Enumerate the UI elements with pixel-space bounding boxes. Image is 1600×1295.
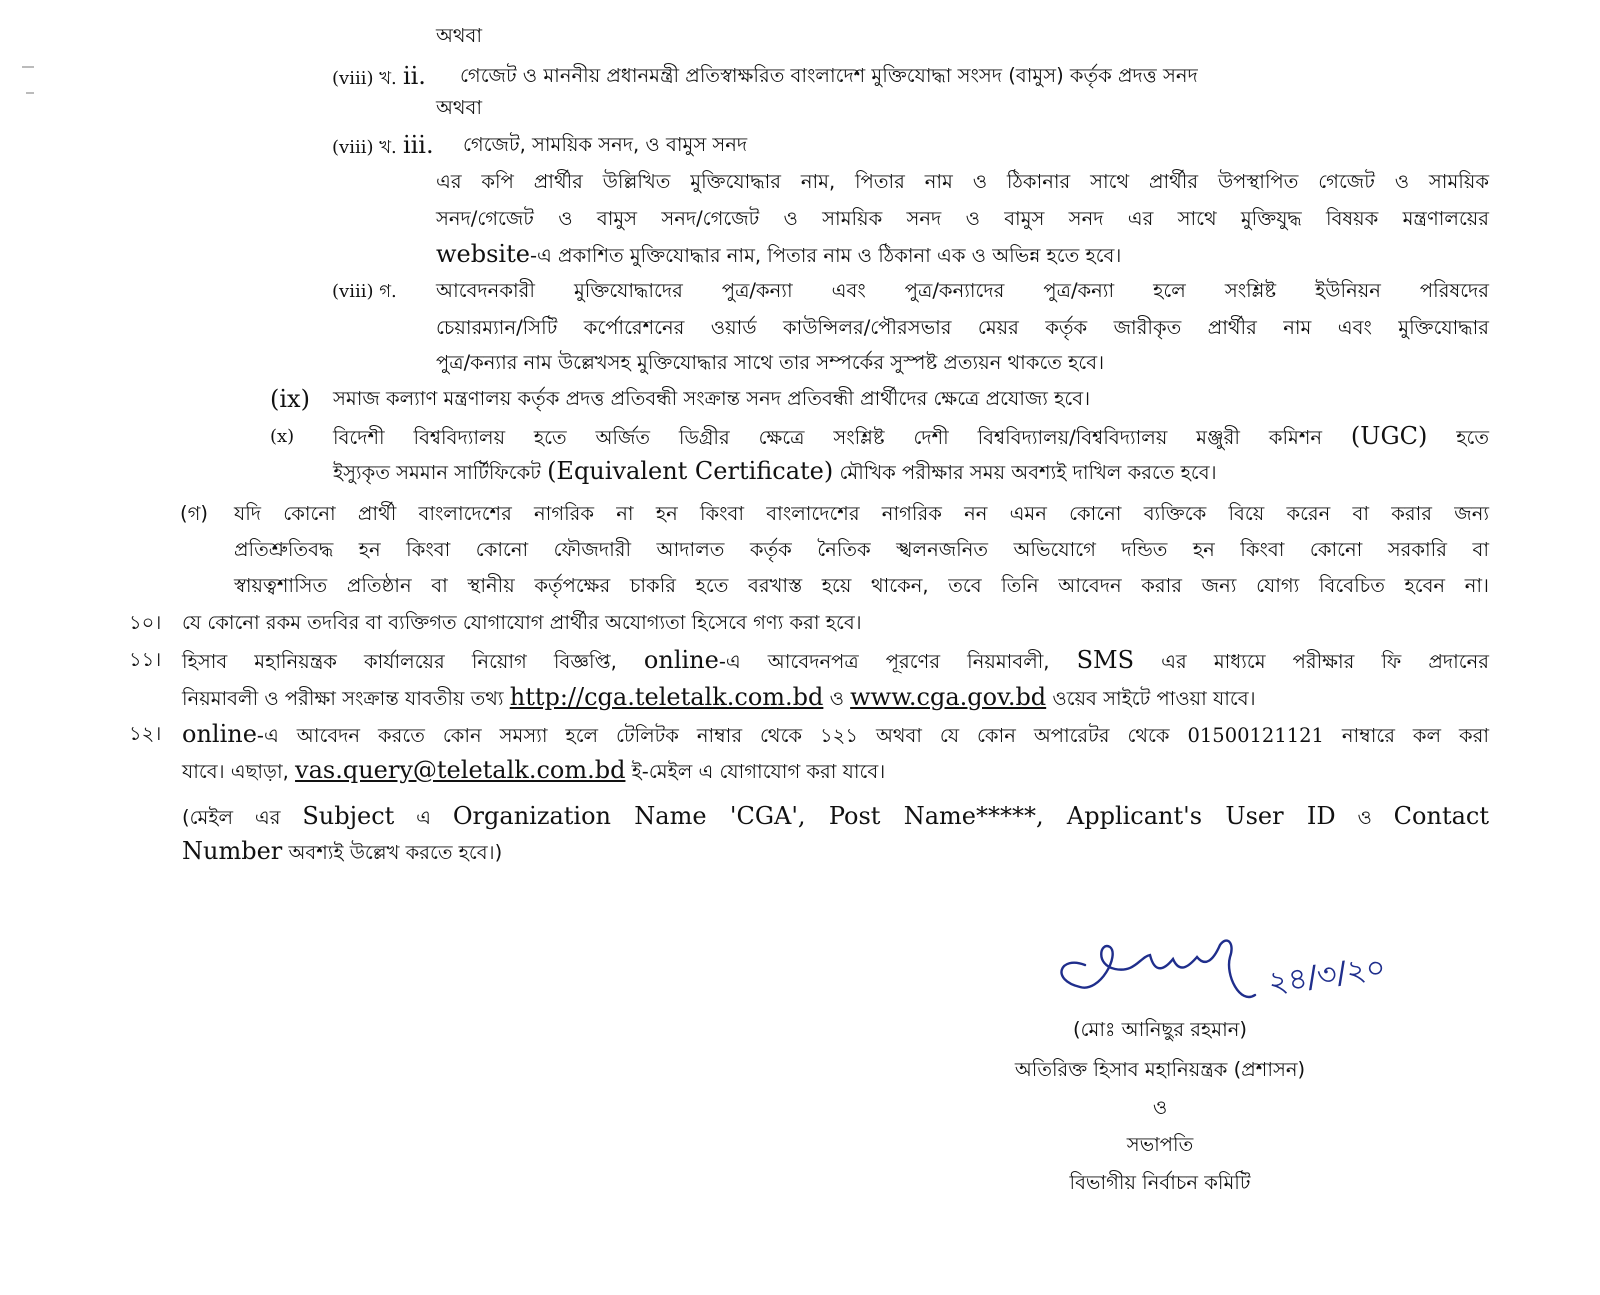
paragraph-line — [333, 453, 1217, 491]
line-or-1 — [436, 18, 482, 54]
cga-teletalk-link[interactable]: http://cga.teletalk.com.bd — [509, 683, 824, 711]
line-text: -এ প্রকাশিত মুক্তিযোদ্ধার নাম, পিতার নাম ও ঠিকানা এক ও অভিন্ন হতে হবে। — [529, 244, 1122, 267]
item-roman: ii. — [402, 62, 426, 90]
item-ix-number — [270, 381, 310, 419]
or-text: অথবা — [436, 24, 483, 47]
clause-ga-number: (গ) — [180, 502, 208, 525]
paragraph-line — [182, 752, 885, 790]
paragraph-line — [436, 236, 1121, 274]
paragraph-line: এর কপি প্রার্থীর উল্লিখিত মুক্তিযোদ্ধার নাম, পিতার নাম ও ঠিকানার সাথে প্রার্থীর উপস্থাপিত গেজেট ও সাময়িক — [436, 170, 1489, 193]
item-number: (x) — [270, 426, 295, 447]
item-viii-kha-ii-number — [332, 58, 426, 97]
paragraph-line: পুত্র/কন্যার নাম উল্লেখসহ মুক্তিযোদ্ধার সাথে তার সম্পর্কের সুস্পষ্ট প্রত্যয়ন থাকতে হবে। — [436, 351, 1105, 374]
line-text: হতে — [1456, 426, 1490, 449]
sms-word: SMS — [1076, 646, 1135, 674]
email-link[interactable]: vas.query@teletalk.com.bd — [295, 756, 626, 784]
online-word: online — [182, 720, 257, 748]
item-viii-kha-ii-text: গেজেট ও মাননীয় প্রধানমন্ত্রী প্রতিস্বাক্ষরিত বাংলাদেশ মুক্তিযোদ্ধা সংসদ (বামুস) কর্তৃক প্রদত্ত সনদ — [460, 64, 1198, 87]
item-viii-ga-number — [332, 273, 397, 310]
paragraph-line: চেয়ারম্যান/সিটি কর্পোরেশনের ওয়ার্ড কাউন্সিলর/পৌরসভার মেয়র কর্তৃক জারীকৃত প্রার্থীর নাম এবং মুক্তিযোদ্ধার — [436, 316, 1489, 339]
item-10-text: যে কোনো রকম তদবির বা ব্যক্তিগত যোগাযোগ প্রার্থীর অযোগ্যতা হিসেবে গণ্য করা হবে। — [182, 611, 862, 634]
line-text: নাম্বারে কল করা — [1341, 724, 1490, 747]
item-12-number: ১২। — [129, 722, 162, 745]
clause-ga-text: যদি কোনো প্রার্থী বাংলাদেশের নাগরিক না হন কিংবা বাংলাদেশের নাগরিক নন এমন কোনো ব্যক্তিকে বিয়ে করেন বা করার জন্য — [234, 502, 1489, 525]
item-viii-kha-iii-number — [332, 127, 434, 166]
item-roman: iii. — [402, 131, 434, 159]
paragraph-line: সনদ/গেজেট ও বামুস সনদ/গেজেট ও সাময়িক সনদ ও বামুস সনদ এর সাথে মুক্তিযুদ্ধ বিষয়ক মন্ত্রণালয়ের — [436, 207, 1489, 230]
item-number: (viii) খ. — [332, 137, 397, 158]
ugc-label: (UGC) — [1350, 422, 1428, 450]
number-word: Number — [182, 837, 283, 865]
paragraph-line: প্রতিশ্রুতিবদ্ধ হন কিংবা কোনো ফৌজদারী আদালত কর্তৃক নৈতিক স্খলনজনিত অভিযোগে দন্ডিত হন কিংবা কোনো সরকারি বা — [234, 538, 1489, 561]
line-or-2 — [436, 90, 482, 126]
website-word: website — [436, 240, 530, 268]
mail-fields: Organization Name 'CGA', Post Name*****, Applicant's User ID — [452, 802, 1336, 830]
line-text: ও — [1357, 806, 1372, 829]
line-text: ইস্যুকৃত সমমান সার্টিফিকেট — [333, 461, 541, 484]
item-12-text — [182, 716, 1489, 754]
line-text: নিয়মাবলী ও পরীক্ষা সংক্রান্ত যাবতীয় তথ্য — [182, 687, 504, 710]
equivalent-certificate-label: (Equivalent Certificate) — [547, 457, 834, 485]
signature-date: ২৪/৩/২০ — [1266, 949, 1388, 1001]
cga-gov-link[interactable]: www.cga.gov.bd — [850, 683, 1047, 711]
line-text: যাবে। এছাড়া, — [182, 760, 289, 783]
line-text: -এ আবেদন করতে কোন সমস্যা হলে টেলিটক নাম্বার থেকে ১২১ অথবা যে কোন অপারেটর থেকে — [256, 724, 1170, 747]
online-word: online — [643, 646, 719, 674]
subject-word: Subject — [302, 802, 395, 830]
line-text: -এ আবেদনপত্র পূরণের নিয়মাবলী, — [718, 650, 1050, 673]
signatory-title: অতিরিক্ত হিসাব মহানিয়ন্ত্রক (প্রশাসন) — [1014, 1058, 1306, 1081]
scan-mark — [26, 92, 34, 94]
line-text: (মেইল এর — [182, 806, 281, 829]
mail-note — [182, 833, 502, 871]
line-text: অবশ্যই উল্লেখ করতে হবে।) — [288, 841, 503, 864]
signatory-name: (মোঃ আনিছুর রহমান) — [1072, 1018, 1247, 1041]
or-text: অথবা — [436, 96, 483, 119]
line-text: মৌখিক পরীক্ষার সময় অবশ্যই দাখিল করতে হবে। — [839, 461, 1217, 484]
contact-word: Contact — [1393, 802, 1489, 830]
item-number: (viii) খ. — [332, 68, 397, 89]
mail-note — [182, 798, 1489, 836]
item-x-number — [270, 418, 294, 455]
line-text: এর মাধ্যমে পরীক্ষার ফি প্রদানের — [1161, 650, 1490, 673]
phone-number: 01500121121 — [1187, 724, 1324, 747]
line-text: ওয়েব সাইটে পাওয়া যাবে। — [1052, 687, 1256, 710]
item-number: (viii) গ. — [332, 281, 397, 302]
item-viii-ga-text: আবেদনকারী মুক্তিযোদ্ধাদের পুত্র/কন্যা এবং পুত্র/কন্যাদের পুত্র/কন্যা হলে সংশ্লিষ্ট ইউনিয়ন পরিষদের — [436, 279, 1489, 302]
item-11-number: ১১। — [129, 648, 162, 671]
item-10-number: ১০। — [129, 611, 162, 634]
line-text: হিসাব মহানিয়ন্ত্রক কার্যালয়ের নিয়োগ বিজ্ঞপ্তি, — [182, 650, 617, 673]
item-ix-text: সমাজ কল্যাণ মন্ত্রণালয় কর্তৃক প্রদত্ত প্রতিবন্ধী সংক্রান্ত সনদ প্রতিবন্ধী প্রার্থীদের ক্ষেত্রে প্রযোজ্য হবে। — [333, 387, 1091, 410]
item-x-text — [333, 418, 1489, 456]
item-number: (ix) — [270, 385, 310, 413]
signatory-role: সভাপতি — [1126, 1133, 1194, 1156]
line-text: এ — [416, 806, 432, 829]
signatory-conjunction: ও — [1152, 1096, 1168, 1119]
signatory-committee: বিভাগীয় নির্বাচন কমিটি — [1069, 1171, 1251, 1194]
line-text: বিদেশী বিশ্ববিদ্যালয় হতে অর্জিত ডিগ্রীর ক্ষেত্রে সংশ্লিষ্ট দেশী বিশ্ববিদ্যালয়/বিশ্ববিদ্যালয় মঞ্জুরী কমিশন — [333, 426, 1323, 449]
scan-mark — [22, 66, 34, 68]
line-text: ও — [829, 687, 844, 710]
item-11-text — [182, 642, 1489, 680]
line-text: ই-মেইল এ যোগাযোগ করা যাবে। — [631, 760, 886, 783]
paragraph-line — [182, 679, 1256, 717]
paragraph-line: স্বায়ত্বশাসিত প্রতিষ্ঠান বা স্থানীয় কর্তৃপক্ষের চাকরি হতে বরখাস্ত হয়ে থাকেন, তবে তিনি আবেদন করার জন্য যোগ্য বিবেচিত হবেন না। — [234, 574, 1489, 597]
item-viii-kha-iii-text: গেজেট, সাময়িক সনদ, ও বামুস সনদ — [463, 133, 748, 156]
